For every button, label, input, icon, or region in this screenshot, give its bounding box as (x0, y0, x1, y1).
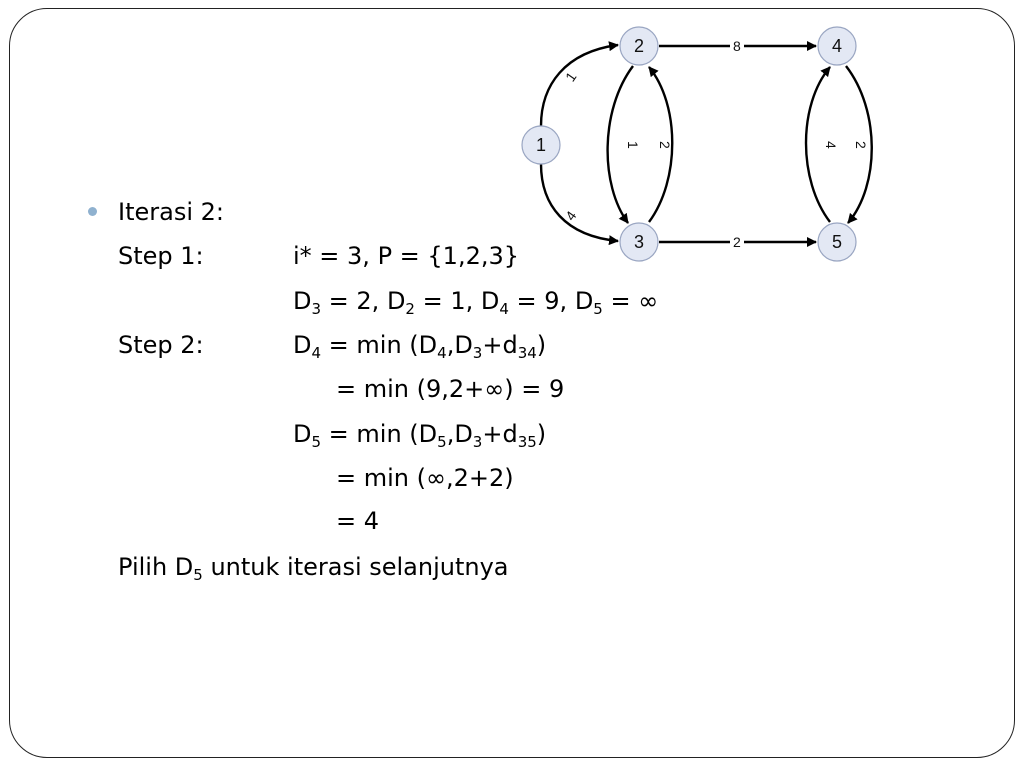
step2-label: Step 2: (118, 331, 204, 359)
svg-text:2: 2 (633, 36, 645, 56)
svg-text:1: 1 (535, 135, 547, 155)
svg-text:5: 5 (831, 232, 843, 252)
step2-d5-formula: $D_5 = \min (D_5,D_3+d_{35})$ (293, 420, 547, 451)
svg-text:4: 4 (831, 36, 843, 56)
edge-label-1-3: 4 (562, 207, 580, 224)
edge-label-3-2: 2 (657, 141, 673, 149)
iteration-heading: Iterasi 2: (118, 198, 224, 226)
step2-d4-formula: $D_4 = \min (D_4,D_3+d_{34})$ (293, 331, 547, 362)
edge-label-2-3: 1 (625, 141, 641, 149)
step2-d4-result: = min (9,2+∞) = 9 (336, 375, 565, 403)
edge-label-1-2: 1 (562, 68, 580, 85)
step1-label: Step 1: (118, 242, 204, 270)
edge-label-5-4: 4 (823, 141, 839, 149)
step2-d5-line2: = min (∞,2+2) (336, 464, 514, 492)
edge-label-3-5: 2 (733, 234, 741, 250)
bullet-icon (88, 207, 97, 216)
edge-label-2-4: 8 (733, 38, 741, 54)
step1-line1: i* = 3, P = {1,2,3} (293, 242, 520, 270)
svg-text:3: 3 (633, 232, 645, 252)
step1-line2: $D_3 = 2$, $D_2 = 1$, $D_4 = 9$, $D_5$ = ∞ (293, 287, 659, 318)
conclusion-text: Pilih $D_5$ untuk iterasi selanjutnya (118, 553, 509, 584)
step2-d5-line3: = 4 (336, 507, 380, 535)
edge-label-4-5: 2 (853, 141, 869, 149)
